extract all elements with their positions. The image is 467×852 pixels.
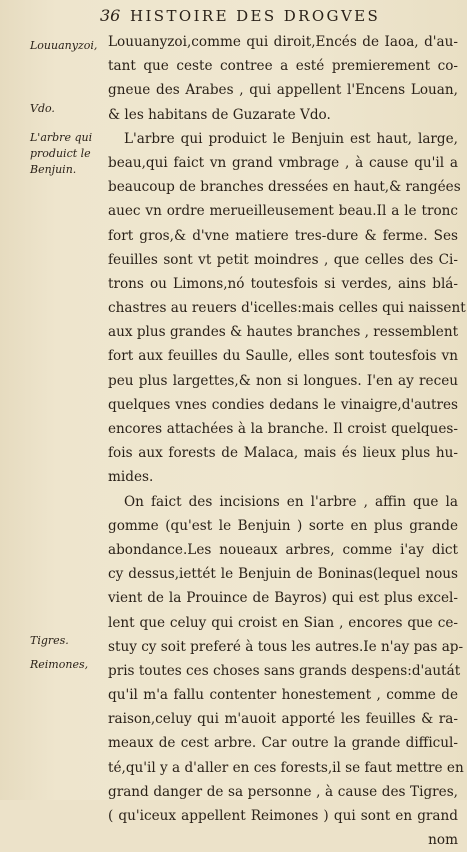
text-line: té,qu'il y a d'aller en ces forests,il se faut mettre en [108, 759, 464, 776]
text-line: beaucoup de branches dressées en haut,& rangées [108, 179, 461, 196]
text-line: fort gros,& d'vne matiere tres-dure & ferme. Ses [108, 227, 458, 244]
margin-note-line: produict le [30, 147, 91, 160]
text-line: meaux de cest arbre. Car outre la grande difficul- [108, 735, 458, 752]
margin-note-reimones: Reimones, [30, 658, 89, 671]
text-line: peu plus largettes,& non si longues. I'en ay receu [108, 372, 458, 389]
text-line: trons ou Limons,nó toutesfois si verdes, ains blá- [108, 275, 458, 292]
text-line: mides. [108, 469, 154, 486]
catchword: nom [428, 832, 458, 849]
text-line: lent que celuy qui croist en Sian , encores que ce- [108, 614, 458, 631]
text-line: L'arbre qui produict le Benjuin est haut, large, [124, 130, 458, 147]
text-line: raison,celuy qui m'auoit apporté les feuilles & ra- [108, 711, 458, 728]
margin-note-line: L'arbre qui [30, 131, 93, 144]
text-line: Louuanyzoi,comme qui diroit,Encés de Iaoa, d'au- [108, 34, 458, 50]
margin-note-line: Benjuin. [30, 163, 77, 176]
text-line: encores attachées à la branche. Il croist quelques- [108, 421, 458, 437]
margin-note-tigres: Tigres. [30, 634, 69, 647]
text-line: On faict des incisions en l'arbre , affin que la [124, 493, 458, 510]
text-line: qu'il m'a fallu contenter honestement , comme de [108, 687, 458, 704]
text-line: chastres au reuers d'icelles:mais celles qui naissent [108, 300, 466, 317]
text-line: & les habitans de Guzarate Vdo. [108, 106, 331, 123]
text-line: beau,qui faict vn grand vmbrage , à cause qu'il a [108, 154, 458, 171]
body-text [108, 30, 466, 852]
text-line: feuilles sont vt petit moindres , que celles des Ci- [108, 251, 458, 268]
text-line: pris toutes ces choses sans grands despens:d'autát [108, 662, 461, 679]
margin-note-louvanyzoi: Louuanyzoi, [30, 39, 98, 52]
text-line: cy dessus,iettét le Benjuin de Boninas(lequel nous [108, 566, 458, 583]
text-line: abondance.Les noueaux arbres, comme i'ay dict [108, 541, 458, 558]
text-line: auec vn ordre merueilleusement beau.Il a le tronc [108, 203, 458, 220]
text-line: fois aux forests de Malaca, mais és lieux plus hu- [108, 445, 458, 462]
page-number: 36 [100, 6, 121, 25]
text-line: grand danger de sa personne , à cause des Tigres, [108, 783, 458, 800]
text-line: aux plus grandes & hautes branches , ressemblent [108, 324, 459, 341]
text-line: gneue des Arabes , qui appellent l'Encens Louan, [108, 82, 458, 99]
running-title: HISTOIRE DES DROGVES [130, 7, 381, 25]
margin-note-vdo: Vdo. [30, 102, 55, 115]
text-line: stuy cy soit preferé à tous les autres.Ie n'ay pas ap- [108, 638, 464, 655]
text-line: vient de la Prouince de Bayros) qui est plus excel- [108, 590, 458, 607]
page-header [100, 6, 460, 32]
text-line: gomme (qu'est le Benjuin ) sorte en plus grande [108, 517, 458, 534]
margin-note-arbre [30, 130, 110, 178]
text-line: tant que ceste contree a esté premierement co- [108, 58, 458, 75]
text-line: fort aux feuilles du Saulle, elles sont toutesfois vn [108, 348, 458, 365]
text-line: quelques vnes condies dedans le vinaigre,d'autres [108, 396, 458, 413]
text-line: ( qu'iceux appellent Reimones ) qui sont en grand [108, 808, 458, 824]
